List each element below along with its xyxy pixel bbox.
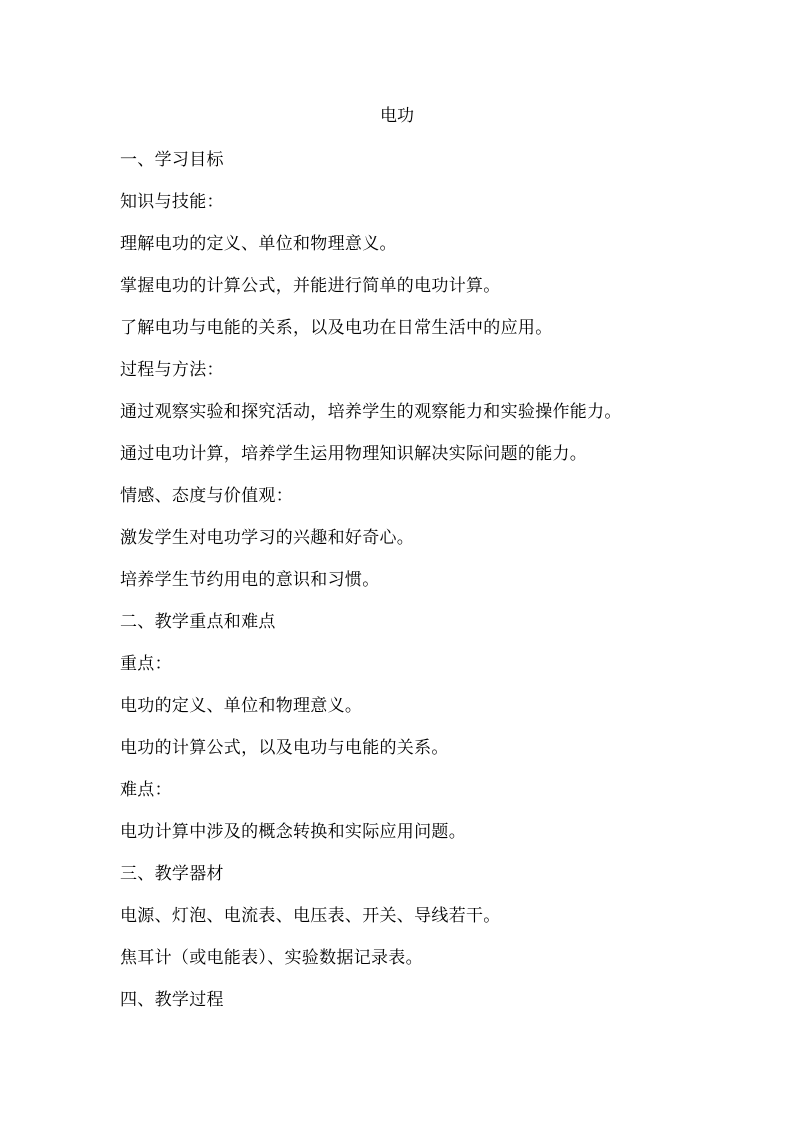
section-heading-process: 四、教学过程 bbox=[120, 990, 224, 1010]
text-line: 电源、灯泡、电流表、电压表、开关、导线若干。 bbox=[120, 906, 501, 926]
subheading-attitudes-values: 情感、态度与价值观： bbox=[120, 486, 293, 506]
section-heading-objectives: 一、学习目标 bbox=[120, 150, 224, 170]
subheading-difficult: 难点： bbox=[120, 780, 172, 800]
section-heading-equipment: 三、教学器材 bbox=[120, 864, 224, 884]
text-line: 了解电功与电能的关系，以及电功在日常生活中的应用。 bbox=[120, 318, 553, 338]
text-line: 电功的定义、单位和物理意义。 bbox=[120, 696, 363, 716]
text-line: 激发学生对电功学习的兴趣和好奇心。 bbox=[120, 528, 415, 548]
subheading-key: 重点： bbox=[120, 654, 172, 674]
text-line: 培养学生节约用电的意识和习惯。 bbox=[120, 570, 380, 590]
text-line: 通过电功计算，培养学生运用物理知识解决实际问题的能力。 bbox=[120, 444, 588, 464]
subheading-knowledge-skills: 知识与技能： bbox=[120, 192, 224, 212]
subheading-process-methods: 过程与方法： bbox=[120, 360, 224, 380]
text-line: 掌握电功的计算公式，并能进行简单的电功计算。 bbox=[120, 276, 501, 296]
text-line: 电功的计算公式，以及电功与电能的关系。 bbox=[120, 738, 449, 758]
section-heading-key-points: 二、教学重点和难点 bbox=[120, 612, 276, 632]
text-line: 通过观察实验和探究活动，培养学生的观察能力和实验操作能力。 bbox=[120, 402, 622, 422]
text-line: 电功计算中涉及的概念转换和实际应用问题。 bbox=[120, 822, 466, 842]
text-line: 焦耳计（或电能表）、实验数据记录表。 bbox=[120, 948, 423, 968]
text-line: 理解电功的定义、单位和物理意义。 bbox=[120, 234, 397, 254]
document-title: 电功 bbox=[380, 106, 414, 126]
